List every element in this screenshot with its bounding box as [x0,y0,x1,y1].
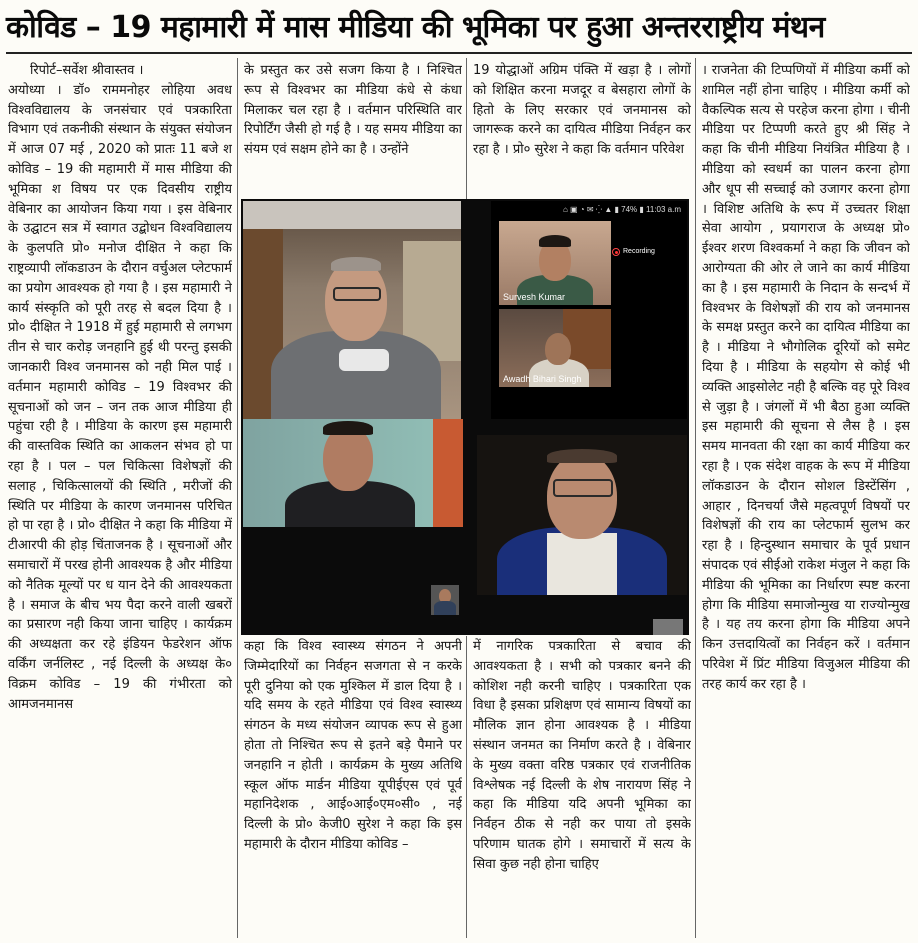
recording-label: Recording [623,248,655,255]
video-tile-host [243,201,461,419]
article-column-3-bottom [473,637,691,940]
host-body [271,331,441,419]
video-tile-self [431,585,459,615]
article-text: । राजनेता की टिप्पणियों में मीडिया कर्मी को शामिल नहीं होना चाहिए । मीडिया कर्मी को वैकल्पिक सत्य से परहेज करना होगा । चीनी मीडिया पर टिप्पणी करते हुए श्री सिंह ने कहा कि चीनी मीडिया नियंत्रित मीडिया है । मीडिया को स्वधर्म का पालन करना होगा और धूप सी सच्चाई को उजागर करना होगा । विशिष्ट अतिथि के रूप में उच्चतर शिक्षा सेवा आयोग , प्रयागराज के अध्यक्ष प्रो० ईश्वर शरण विश्वकर्मा ने कहा कि जीवन को आरोग्यता की ओर ले जाने का कार्य मीडिया का है । इस महामारी के निदान के सन्दर्भ में विश्वभर के विशेषज्ञों की राय को जनमानस के समक्ष प्रस्तुत करने का दायित्व मीडिया का है । मीडिया ने भौगोलिक दूरियों को समेट दिया है । मीडिया के सहयोग से कोई भी व्यक्ति आइसोलेट नही है बल्कि वह पूरे विश्व से जुड़ा है । जंगलों में भी बैठा हुआ व्यक्ति इस महामारी की सूचना से लैस है । इस समय मानवता की रक्षा का कार्य मीडिया कर रहा है । एक संदेश वाहक के रूप में मीडिया लॉकडाउन के दौरान सोशल डिस्टेंसिंग , आहार , दिनचर्या जैसे महत्वपूर्ण विषयों पर विशेषज्ञों की राय का प्लेटफार्म सुलभ कर रहा है । हिन्दुस्थान समाचार के पूर्व प्रधान संपादक एवं सीईओ राकेश मंजुल ने कहा कि मीडिया की भूमिका का निर्धारण स्पष्ट करना होगा कि मीडिया समाजोन्मुख या राज्योन्मुख है । यह तय करना होगा कि मीडिया अपने किन उत्तदायित्वों का निर्वहन करें । वर्तमान परिवेश में प्रिंट मीडिया विजुअल मीडिया की तरह कार्य कर रहा है । [702,63,910,692]
column-divider [237,58,238,938]
column-divider [466,58,467,200]
column-divider [466,636,467,938]
video-tile-participant [499,309,611,387]
article-column-2-bottom [244,637,462,940]
article-column-3-top [473,61,691,199]
article-column-4 [702,61,910,941]
video-tile-mini [653,619,683,635]
video-tile-speaker [477,435,687,595]
article-text: 19 योद्धाओं अग्रिम पंक्ति में खड़ा है । लोगों को शिक्षित करना मजदूर व बेसहारा लोगों के हितो के लिए सरकार एवं जनमानस को जागरूक करने का दायित्व मीडिया निर्वहन कर रहा है । प्रो० सुरेश ने कहा कि वर्तमान परिवेश [473,63,691,158]
participant-name: Survesh Kumar [503,292,566,302]
article-text: में नागरिक पत्रकारिता से बचाव की आवश्यकता है । सभी को पत्रकार बनने की कोशिश नही करनी चाहिए । पत्रकारिता एक विधा है इसका प्रशिक्षण एवं सामान्य विषयों का मौलिक ज्ञान होना आवश्यक है । मीडिया संस्थान जनमत का निर्माण करते है । वेबिनार के मुख्य वक्ता वरिष्ठ पत्रकार एवं राजनीतिक विश्लेषक नई दिल्ली के शेष नारायण सिंह ने कहा कि मीडिया यदि अपनी भूमिका का निर्वहन ठीक से नही कर पाया तो इसके परिणाम घातक होगे । समाचारों में सत्य के सिवा कुछ नही होना चाहिए [473,639,691,872]
webinar-photo [241,199,689,635]
video-tile-participant [499,221,611,305]
participant-name: Awadh Bihari Singh [503,374,582,384]
phone-status-bar: ⌂ ▣ ◔ ✉ ⁛ ▲ ▮ 74% ▮ 11:03 a.m [562,205,681,214]
article-text: अयोध्या । डॉ० राममनोहर लोहिया अवध विश्वविद्यालय के जनसंचार एवं पत्रकारिता विभाग एवं तकनीकी संस्थान के संयुक्त संयोजन में आज 07 मई , 2020 को प्रातः 11 बजे श कोविड – 19 की महामारी में मास मीडिया की भूमिका श विषय पर एक दिवसीय राष्ट्रीय वेबिनार का आयोजन किया गया । इस वेबिनार के उद्घाटन सत्र में स्वागत उद्बोधन विश्वविद्यालय के कुलपति प्रो० मनोज दीक्षित ने कहा कि राष्ट्रव्यापी लॉकडाउन के दौरान वर्चुअल प्लेटफार्म का प्रयोग आवश्यक हो गया है । इस महामारी ने कार्य संस्कृति को पूरी तरह से बदल दिया है । प्रो० दीक्षित ने 1918 में हुई महामारी से लगभग तीन से चार करोड़ जनहानि हुई थी परन्तु इसकी जानकारी विश्व जनमानस को नही मिल पाई । वर्तमान महामारी कोविड – 19 विश्वभर की सूचनाओं को जन – जन तक आज मीडिया ही पहुंचा रही है । मीडिया के कारण इस महामारी की वास्तविक स्थिति का आकलन संभव हो पा रहा है । पल – पल चिकित्सा विशेषज्ञों की सलाह , चिकित्सालयों की स्थिति , मरीजों की स्थिति पर मीडिया के कारण जनमानस परिचित हो पा रहा है । प्रो० दीक्षित ने कहा कि मीडिया में टीआरपी की होड़ चिंताजनक है । सूचनाओं और समाचारों में परख होनी आवश्यक है और मीडिया को नैतिक मूल्यों पर ध यान देने की आवश्यकता है । समाज के बीच भय पैदा करने वाली खबरों का प्रसारण नही किया जाना चाहिए । कार्यक्रम की अध्यक्षता कर रहे इंडियन फेडरेशन ऑफ वर्किंग जर्नलिस्ट , नई दिल्ली के अध्यक्ष के० विक्रम कोविड – 19 की गंभीरता को आमजनमानस [8,82,232,712]
column-divider [695,58,696,938]
video-tile-guest [243,419,463,527]
article-text: के प्रस्तुत कर उसे सजग किया है । निश्चित रूप से विश्वभर का मीडिया कंधे से कंधा मिलाकर चल रहा है । वर्तमान परिस्थिति वार रिपोर्टिंग जैसी हो गई है । यह समय मीडिया का संयम एवं सक्षम होने का है । उन्होंने [244,63,462,158]
byline: रिपोर्ट–सर्वेश श्रीवास्तव । [30,63,144,78]
article-text: कहा कि विश्व स्वास्थ्य संगठन ने अपनी जिम्मेदारियों का निर्वहन सजगता से न करके पूरी दुनिया को एक मुश्किल में डाल दिया है । यदि समय के रहते मीडिया एवं विश्व स्वास्थ्य संगठन के मध्य संयोजन व्यापक रूप से हुआ होता तो निश्चित रूप से इतने बड़े पैमाने पर जनहानि न होती । कार्यक्रम के मुख्य अतिथि स्कूल ऑफ मार्डन मीडिया यूपीईएस एवं पूर्व महानिदेशक , आई०आई०एम०सी० , नई दिल्ली के प्रो० केजी0 सुरेश ने कहा कि इस महामारी के दौरान मीडिया कोविड – [244,639,462,852]
article-column-2-top [244,61,462,199]
headline: कोविड – 19 महामारी में मास मीडिया की भूमिका पर हुआ अन्तरराष्ट्रीय मंथन [6,10,825,45]
article-column-1 [8,61,232,941]
phone-screen [491,201,687,419]
recording-indicator [612,248,620,256]
headline-rule [6,52,912,54]
